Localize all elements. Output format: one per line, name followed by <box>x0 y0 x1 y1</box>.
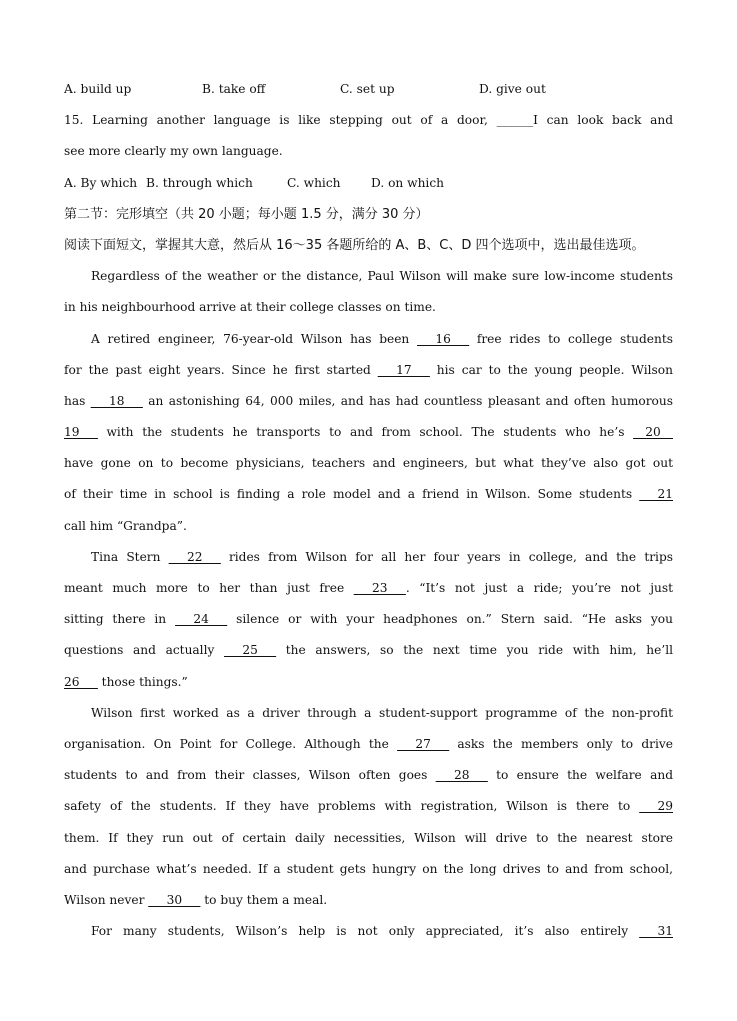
text: meant much more to her than just free <box>64 581 354 595</box>
p3-line-2 <box>64 573 673 604</box>
p2-line-2 <box>64 355 673 386</box>
text: organisation. On Point for College. Although the <box>64 736 398 751</box>
p2-line-7: call him “Grandpa”. <box>64 518 187 533</box>
q14-option-c: C. set up <box>340 82 395 96</box>
blank-16: ___16___ <box>417 331 470 346</box>
blank-17: ___17___ <box>377 362 430 377</box>
p1-line-1: Regardless of the weather or the distance, Paul Wilson will make sure low-income students <box>91 269 673 284</box>
p3-line-1 <box>64 542 673 573</box>
q15-stem-line-2: see more clearly my own language. <box>64 144 283 159</box>
blank-26: 26___ <box>64 674 98 689</box>
text: the answers, so the next time you ride with him, he’ll <box>276 643 673 658</box>
text: A retired engineer, 76-year-old Wilson has been <box>91 331 418 346</box>
q14-option-b: B. take off <box>202 82 266 96</box>
text: silence or with your headphones on.” Stern said. “He asks you <box>227 612 673 627</box>
text: with the students he transports to and from school. The students who he’s <box>97 425 634 440</box>
blank-25: ___25___ <box>224 643 277 658</box>
text: Wilson never <box>64 892 149 907</box>
p4-line-6: and purchase what’s needed. If a student gets hungry on the long drives to and from school, <box>64 861 673 876</box>
q14-option-d: D. give out <box>479 82 546 96</box>
text: of their time in school is finding a role model and a friend in Wilson. Some students <box>64 487 640 502</box>
blank-22: ___22___ <box>168 549 221 564</box>
text: Tina Stern <box>91 549 169 564</box>
section-title: 第二节：完形填空（共 20 小题；每小题 1.5 分，满分 30 分） <box>64 206 429 222</box>
text: rides from Wilson for all her four years in college, and the trips <box>220 549 673 564</box>
q15-stem-line-1: 15. Learning another language is like stepping out of a door, ______I can look back and <box>64 113 673 128</box>
p4-line-4 <box>64 791 673 822</box>
p5-line-1 <box>64 916 673 947</box>
exam-page <box>64 74 673 947</box>
text: questions and actually <box>64 643 225 658</box>
p3-line-3 <box>64 604 673 635</box>
q15-option-b: B. through which <box>146 175 253 190</box>
text: For many students, Wilson’s help is not only appreciated, it’s also entirely <box>91 924 640 939</box>
text: . “It’s not just a ride; you’re not just <box>405 581 673 595</box>
q15-option-d: D. on which <box>371 175 444 190</box>
blank-30: ___30___ <box>148 892 201 907</box>
q15-option-c: C. which <box>287 175 341 190</box>
text: to buy them a meal. <box>200 892 328 907</box>
text: sitting there in <box>64 612 176 627</box>
blank-28: ___28___ <box>435 768 488 783</box>
text: his car to the young people. Wilson <box>429 362 673 377</box>
p2-line-5: have gone on to become physicians, teachers and engineers, but what they’ve also got out <box>64 456 673 471</box>
section-instruction: 阅读下面短文，掌握其大意，然后从 16～35 各题所给的 A、B、C、D 四个选项中，选出最佳选项。 <box>64 237 645 253</box>
p4-line-2 <box>64 729 673 760</box>
blank-29: ___29 <box>639 799 673 814</box>
q15-option-a: A. By which <box>64 175 138 190</box>
p4-line-1: Wilson first worked as a driver through a student-support programme of the non-profit <box>91 705 673 720</box>
p2-line-4 <box>64 417 673 448</box>
text: for the past eight years. Since he first started <box>64 362 378 377</box>
blank-18: ___18___ <box>90 393 143 408</box>
blank-27: ___27___ <box>397 736 450 751</box>
text: to ensure the welfare and <box>487 768 673 783</box>
text: those things.” <box>97 674 188 689</box>
q15-options <box>64 168 673 199</box>
p4-line-5: them. If they run out of certain daily necessities, Wilson will drive to the nearest store <box>64 830 673 845</box>
text: has <box>64 393 91 408</box>
text: asks the members only to drive <box>449 736 673 751</box>
p1-line-2: in his neighbourhood arrive at their college classes on time. <box>64 300 436 315</box>
blank-20: __20__ <box>633 425 673 440</box>
p3-line-4 <box>64 635 673 666</box>
blank-23: ___23___ <box>353 581 406 595</box>
blank-24: ___24___ <box>175 612 228 627</box>
q14-option-a: A. build up <box>64 82 132 96</box>
text: an astonishing 64, 000 miles, and has had countless pleasant and often humorous <box>142 393 673 408</box>
p2-line-6 <box>64 479 673 510</box>
p2-line-1 <box>64 324 673 355</box>
q14-options <box>64 74 673 105</box>
p4-line-3 <box>64 760 673 791</box>
p3-line-5 <box>64 667 673 698</box>
blank-31: ___31 <box>639 924 673 939</box>
text: students to and from their classes, Wilson often goes <box>64 768 436 783</box>
text: safety of the students. If they have problems with registration, Wilson is there to <box>64 799 640 814</box>
blank-19: 19___ <box>64 425 98 440</box>
text: free rides to college students <box>469 331 673 346</box>
blank-21: ___21 <box>639 487 673 502</box>
p4-line-7 <box>64 885 673 916</box>
p2-line-3 <box>64 386 673 417</box>
